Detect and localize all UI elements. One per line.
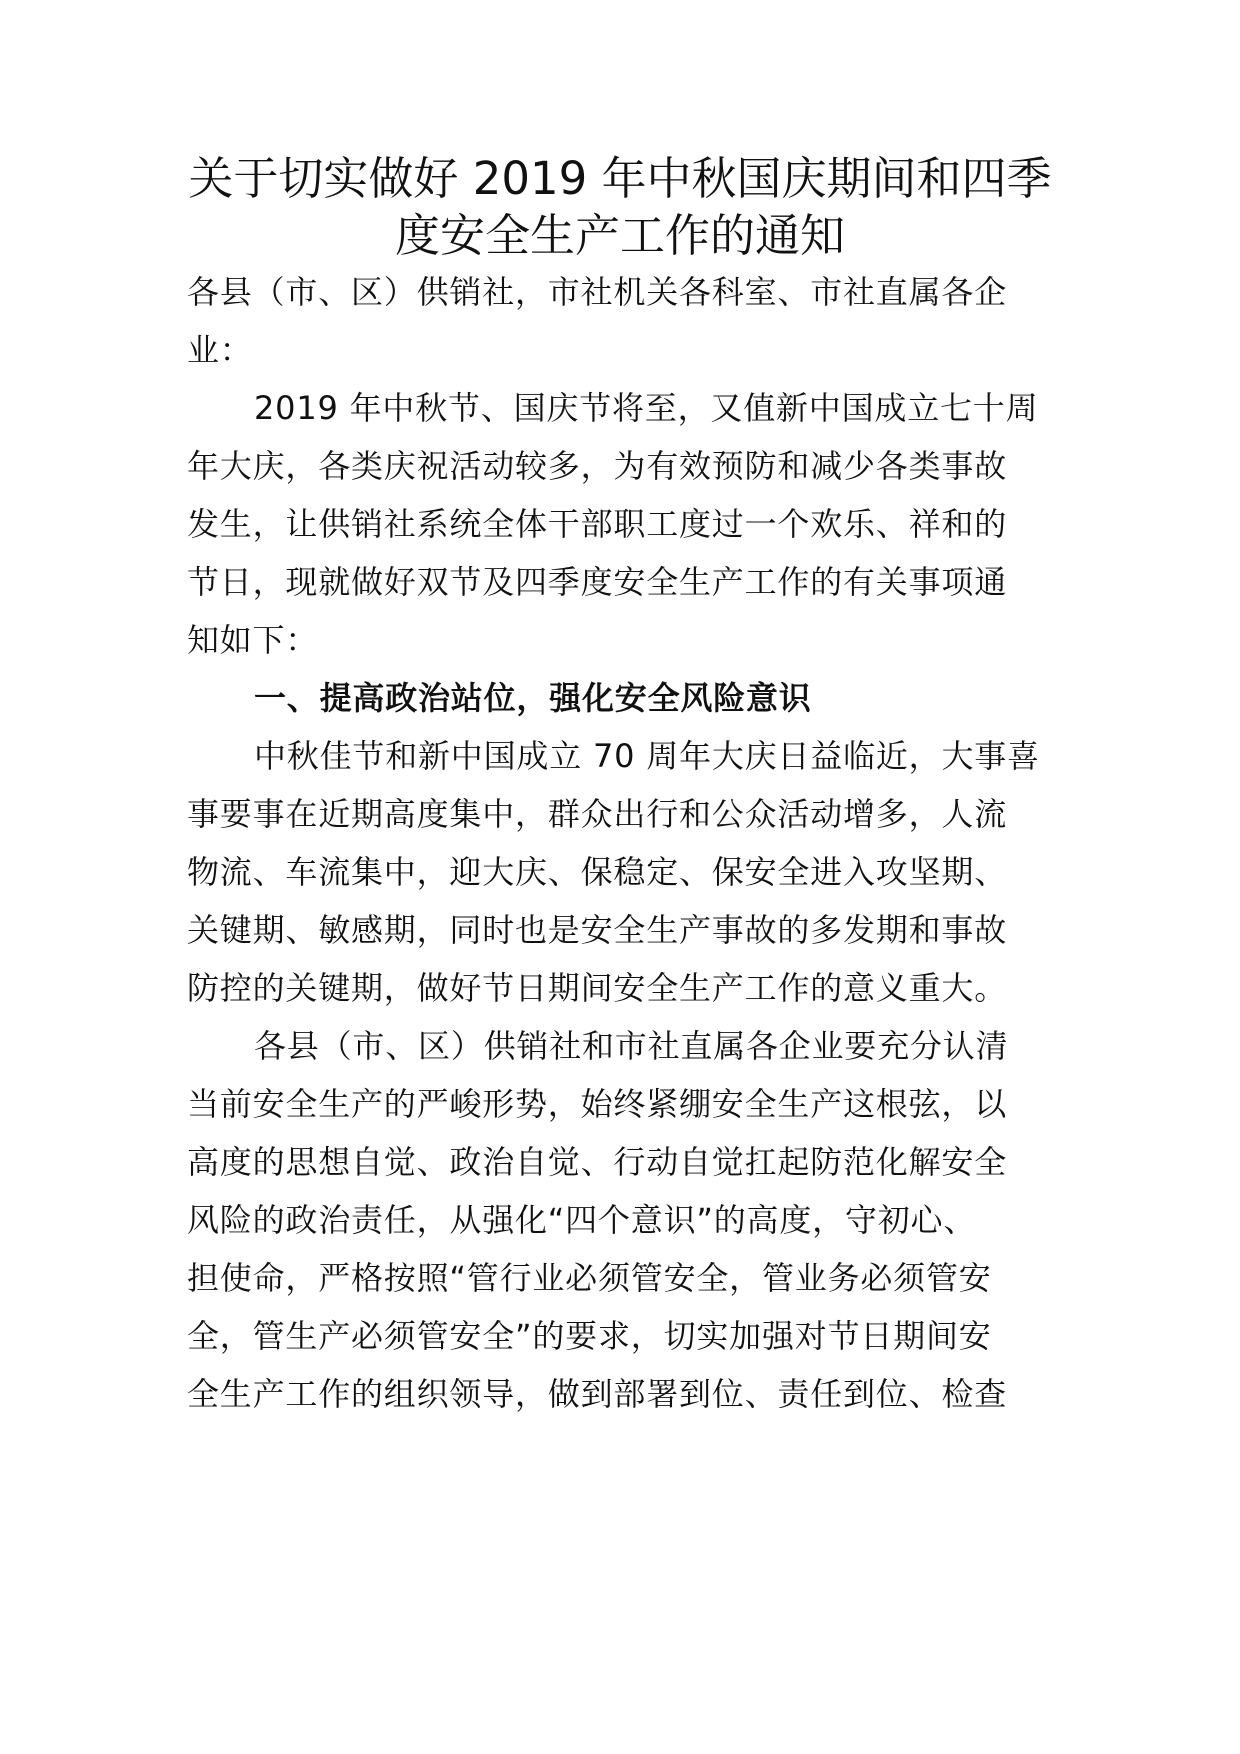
paragraph-1-line-3: 发生，让供销社系统全体干部职工度过一个欢乐、祥和的 — [187, 505, 1008, 543]
document-title-line-2: 度安全生产工作的通知 — [394, 209, 845, 262]
paragraph-3-line-7: 全生产工作的组织领导，做到部署到位、责任到位、检查 — [187, 1375, 1008, 1413]
paragraph-2-line-2: 事要事在近期高度集中，群众出行和公众活动增多，人流 — [187, 795, 1008, 833]
document-title-line-1: 关于切实做好 2019 年中秋国庆期间和四季 — [188, 152, 1052, 205]
recipient-line-2: 业： — [187, 331, 253, 369]
paragraph-2-line-4: 关键期、敏感期，同时也是安全生产事故的多发期和事故 — [187, 911, 1008, 949]
paragraph-3-line-4: 风险的政治责任，从强化“四个意识”的高度，守初心、 — [187, 1201, 977, 1239]
paragraph-1-line-2: 年大庆，各类庆祝活动较多，为有效预防和减少各类事故 — [187, 447, 1008, 485]
paragraph-3-line-1: 各县（市、区）供销社和市社直属各企业要充分认清 — [254, 1027, 1009, 1065]
recipient-line-1: 各县（市、区）供销社，市社机关各科室、市社直属各企 — [187, 273, 1008, 311]
paragraph-1-line-5: 知如下： — [187, 621, 319, 659]
paragraph-3-line-2: 当前安全生产的严峻形势，始终紧绷安全生产这根弦，以 — [187, 1085, 1008, 1123]
paragraph-2-line-3: 物流、车流集中，迎大庆、保稳定、保安全进入攻坚期、 — [187, 853, 1008, 891]
paragraph-1-line-4: 节日，现就做好双节及四季度安全生产工作的有关事项通 — [187, 563, 1008, 601]
paragraph-3-line-6: 全，管生产必须管安全”的要求，切实加强对节日期间安 — [187, 1317, 992, 1355]
paragraph-2-line-5: 防控的关键期，做好节日期间安全生产工作的意义重大。 — [187, 969, 1008, 1007]
section-1-heading: 一、提高政治站位，强化安全风险意识 — [254, 679, 812, 717]
paragraph-3-line-5: 担使命，严格按照“管行业必须管安全，管业务必须管安 — [187, 1259, 992, 1297]
paragraph-1-line-1: 2019 年中秋节、国庆节将至，又值新中国成立七十周 — [254, 389, 1039, 427]
paragraph-2-line-1: 中秋佳节和新中国成立 70 周年大庆日益临近，大事喜 — [254, 737, 1040, 775]
paragraph-3-line-3: 高度的思想自觉、政治自觉、行动自觉扛起防范化解安全 — [187, 1143, 1008, 1181]
